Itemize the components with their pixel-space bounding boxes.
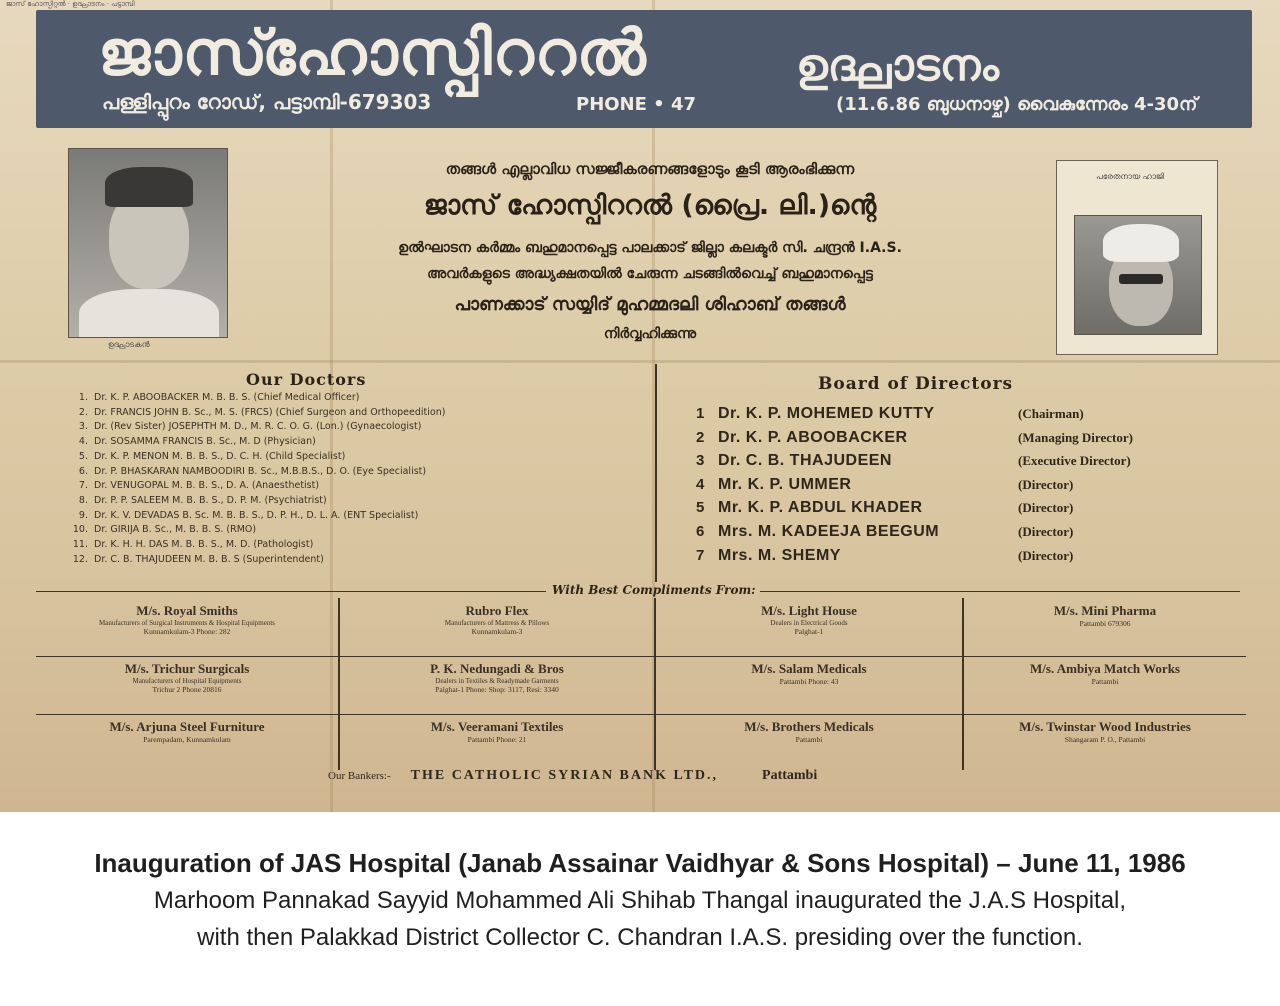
bankers-line: [328, 766, 817, 784]
director-row: [696, 450, 1131, 472]
sponsor-name: M/s. Trichur Surgicals: [124, 661, 250, 676]
sponsor-name: M/s. Twinstar Wood Industries: [1019, 719, 1191, 734]
sponsor-ad: [964, 603, 1246, 628]
sponsor-location: Pattambi: [1091, 677, 1119, 686]
director-role: (Director): [1018, 524, 1074, 539]
doctor-number: 3.: [78, 421, 88, 433]
doctor-number: 10.: [72, 524, 88, 536]
director-role: (Director): [1018, 476, 1074, 492]
sponsor-location: Pattambi: [795, 735, 823, 744]
director-number: 6: [696, 523, 705, 540]
photo-caption-right: പരേതനായ ഹാജി: [1096, 172, 1165, 181]
director-row: [696, 427, 1133, 449]
doctor-row: [62, 466, 426, 477]
director-number: 2: [696, 428, 705, 446]
director-number: 5: [696, 499, 705, 517]
ad-divider: [36, 714, 1246, 715]
sponsor-description: Manufacturers of Surgical Instruments & Hospital Equipments: [98, 619, 275, 627]
doctor-entry: Dr. (Rev Sister) JOSEPHTH M. D., M. R. C. O. G. (Lon.) (Gynaecologist): [94, 421, 422, 433]
director-name: Dr. K. P. ABOOBACKER: [718, 428, 908, 446]
doctor-number: 9.: [78, 509, 88, 521]
director-role: (Director): [1018, 500, 1074, 516]
doctor-row: [62, 495, 327, 506]
doctor-entry: Dr. C. B. THAJUDEEN M. B. B. S (Superintendent): [94, 553, 324, 565]
sponsor-description: Dealers in Textiles & Readymade Garments: [435, 677, 559, 685]
divider-line: [36, 591, 546, 592]
divider-line: [760, 591, 1240, 592]
sponsor-name: M/s. Mini Pharma: [1053, 603, 1157, 618]
sponsor-location: Palghat-1: [794, 627, 824, 636]
sponsor-name: P. K. Nedungadi & Bros: [430, 661, 564, 676]
hospital-phone: PHONE • 47: [576, 94, 697, 115]
doctor-row: [62, 421, 421, 432]
doctor-row: [62, 480, 319, 491]
director-name: Mrs. M. KADEEJA BEEGUM: [718, 523, 940, 540]
director-number: 7: [696, 546, 705, 564]
sponsor-name: M/s. Brothers Medicals: [744, 719, 874, 734]
hospital-address: പള്ളിപ്പുറം റോഡ്, പട്ടാമ്പി-679303: [102, 90, 432, 114]
sponsor-name: M/s. Light House: [761, 603, 857, 618]
doctor-entry: Dr. SOSAMMA FRANCIS B. Sc., M. D (Physician): [94, 436, 316, 448]
bankers-label: Our Bankers:-: [328, 770, 391, 782]
photo-caption-left: ഉദ്ഘാടകൻ: [108, 340, 150, 349]
inauguration-heading: ഉദ്ഘാടനം: [796, 40, 999, 91]
doctor-row: [62, 451, 345, 462]
director-name: Mr. K. P. ABDUL KHADER: [718, 499, 923, 517]
doctor-entry: Dr. K. V. DEVADAS B. Sc. M. B. B. S., D. P. H., D. L. A. (ENT Specialist): [94, 509, 419, 521]
doctor-entry: Dr. FRANCIS JOHN B. Sc., M. S. (FRCS) (Chief Surgeon and Orthopeedition): [94, 406, 446, 418]
announcement-line: അവർകളുടെ അദ്ധ്യക്ഷതയിൽ ചേരുന്ന ചടങ്ങിൽവെച്ച് ബഹുമാനപ്പെട്ട: [427, 266, 873, 282]
sponsor-location: Parempadam, Kunnamkulam: [143, 735, 231, 744]
sponsor-location: Kunnamkulam-3: [471, 627, 523, 636]
director-row: [696, 403, 1084, 425]
sponsor-location: Palghat-1 Phone: Shop: 3117, Resi: 3340: [435, 685, 559, 694]
doctor-number: 11.: [72, 539, 88, 550]
sponsor-ad: [36, 719, 338, 744]
director-row: [696, 521, 1073, 543]
sponsor-ad: [340, 603, 654, 636]
announcement-line: നിർവ്വഹിക്കുന്നു: [603, 326, 697, 342]
sponsor-location: Trichur 2 Phone 20816: [152, 685, 222, 694]
sponsor-location: Pattambi Phone: 21: [467, 735, 527, 744]
doctor-row: [62, 539, 313, 550]
sponsor-name: M/s. Ambiya Match Works: [1030, 661, 1180, 676]
sponsor-location: Pattambi Phone: 43: [779, 677, 839, 686]
sponsor-description: Manufacturers of Mattress & Pillows: [444, 619, 550, 627]
director-number: 3: [696, 452, 705, 470]
doctor-number: 6.: [78, 465, 88, 477]
director-role: (Director): [1018, 547, 1074, 563]
director-role: (Managing Director): [1018, 429, 1133, 445]
doctor-number: 1.: [78, 392, 88, 403]
announcement-line: തങ്ങൾ എല്ലാവിധ സജ്ജീകരണങ്ങളോടും കൂടി ആരംഭിക്കുന്ന: [445, 160, 855, 178]
doctor-row: [62, 510, 418, 521]
announcement-inaugurator: പാണക്കാട് സയ്യിദ് മുഹമ്മദലി ശിഹാബ് തങ്ങൾ: [454, 294, 846, 315]
director-role: (Chairman): [1018, 406, 1084, 421]
sponsor-ad: [36, 661, 338, 694]
sponsor-name: M/s. Royal Smiths: [136, 603, 238, 618]
director-number: 1: [696, 405, 705, 422]
doctors-title: Our Doctors: [246, 370, 367, 389]
sponsor-ad: [340, 719, 654, 744]
sponsor-ad: [656, 603, 962, 636]
doctor-row: [62, 524, 256, 535]
sponsor-name: Rubro Flex: [465, 603, 529, 618]
section-divider: [655, 364, 657, 582]
director-name: Dr. C. B. THAJUDEEN: [718, 452, 892, 470]
hospital-banner: [36, 10, 1252, 128]
sponsor-ad: [656, 661, 962, 686]
doctor-entry: Dr. VENUGOPAL M. B. B. S., D. A. (Anaesthetist): [94, 480, 320, 492]
doctor-number: 5.: [78, 450, 88, 462]
sponsor-ad: [964, 719, 1246, 744]
doctor-row: [62, 407, 445, 418]
sponsor-ad: [964, 661, 1246, 686]
director-name: Mrs. M. SHEMY: [718, 546, 841, 564]
director-name: Mr. K. P. UMMER: [718, 475, 852, 493]
doctor-entry: Dr. K. P. MENON M. B. B. S., D. C. H. (Child Specialist): [94, 450, 346, 462]
announcement-line: ഉൽഘാടന കർമ്മം ബഹുമാനപ്പെട്ട പാലക്കാട് ജില്ലാ കലക്ടർ സി. ചന്ദ്രൻ I.A.S.: [398, 240, 902, 256]
doctor-row: [62, 436, 316, 447]
director-number: 4: [696, 475, 705, 493]
sponsor-ad: [36, 603, 338, 636]
doctor-entry: Dr. P. P. SALEEM M. B. B. S., D. P. M. (Psychiatrist): [94, 494, 327, 506]
director-row: [696, 474, 1073, 496]
compliments-title: With Best Compliments From:: [552, 583, 756, 597]
caption-title: Inauguration of JAS Hospital (Janab Assainar Vaidhyar & Sons Hospital) – June 11, 1986: [94, 848, 1186, 878]
doctor-number: 12.: [72, 553, 88, 565]
doctor-number: 7.: [78, 480, 88, 492]
founder-photo: [1074, 215, 1202, 335]
sponsor-ad: [340, 661, 654, 694]
sponsor-name: M/s. Arjuna Steel Furniture: [109, 719, 265, 734]
doctor-number: 4.: [78, 436, 88, 448]
doctor-entry: Dr. P. BHASKARAN NAMBOODIRI B. Sc., M.B.B.S., D. O. (Eye Specialist): [94, 465, 427, 477]
bank-name: THE CATHOLIC SYRIAN BANK LTD.,: [410, 768, 719, 783]
photo-caption-block: [0, 812, 1280, 1006]
sponsor-location: Pattambi 679306: [1079, 619, 1131, 628]
director-role: (Executive Director): [1018, 453, 1131, 469]
inaugurator-photo: [68, 148, 228, 338]
sponsor-description: Manufacturers of Hospital Equipments: [132, 677, 242, 685]
sponsor-name: M/s. Veeramani Textiles: [430, 719, 564, 734]
caption-line: Marhoom Pannakad Sayyid Mohammed Ali Shihab Thangal inaugurated the J.A.S Hospital,: [153, 887, 1127, 914]
doctor-number: 2.: [78, 406, 88, 418]
header-strip: ജാസ് ഹോസ്പിറ്റൽ · ഉദ്ഘാടനം · പട്ടാമ്പി: [6, 0, 135, 8]
sponsor-location: Shangaram P. O., Pattambi: [1064, 735, 1146, 744]
hospital-name-malayalam: ജാസ്ഹോസ്പിററൽ: [98, 16, 647, 89]
inauguration-date: (11.6.86 ബുധനാഴ്ച) വൈകുന്നേരം 4-30ന്: [836, 94, 1198, 115]
doctor-entry: Dr. K. P. ABOOBACKER M. B. B. S. (Chief Medical Officer): [94, 392, 360, 403]
caption-line: with then Palakkad District Collector C. Chandran I.A.S. presiding over the function.: [197, 924, 1083, 951]
directors-title: Board of Directors: [818, 374, 1014, 394]
announcement-hospital-name: ജാസ് ഹോസ്പിററൽ (പ്രൈ. ലി.)ന്റെ: [423, 190, 877, 221]
sponsor-ad: [656, 719, 962, 744]
fold-line: [0, 360, 1280, 363]
director-row: [696, 545, 1073, 567]
sponsor-description: Dealers in Electrical Goods: [770, 619, 848, 627]
doctor-row: [62, 392, 359, 403]
sponsor-location: Kunnamkulam-3 Phone: 282: [143, 627, 231, 636]
doctor-row: [62, 554, 324, 565]
sponsor-name: M/s. Salam Medicals: [751, 661, 867, 676]
doctor-number: 8.: [78, 494, 88, 506]
ad-divider: [36, 656, 1246, 657]
director-row: [696, 497, 1073, 519]
bank-place: Pattambi: [762, 768, 818, 783]
doctor-entry: Dr. K. H. H. DAS M. B. B. S., M. D. (Pathologist): [94, 539, 314, 550]
director-name: Dr. K. P. MOHEMED KUTTY: [718, 405, 935, 422]
doctor-entry: Dr. GIRIJA B. Sc., M. B. B. S. (RMO): [94, 524, 257, 536]
